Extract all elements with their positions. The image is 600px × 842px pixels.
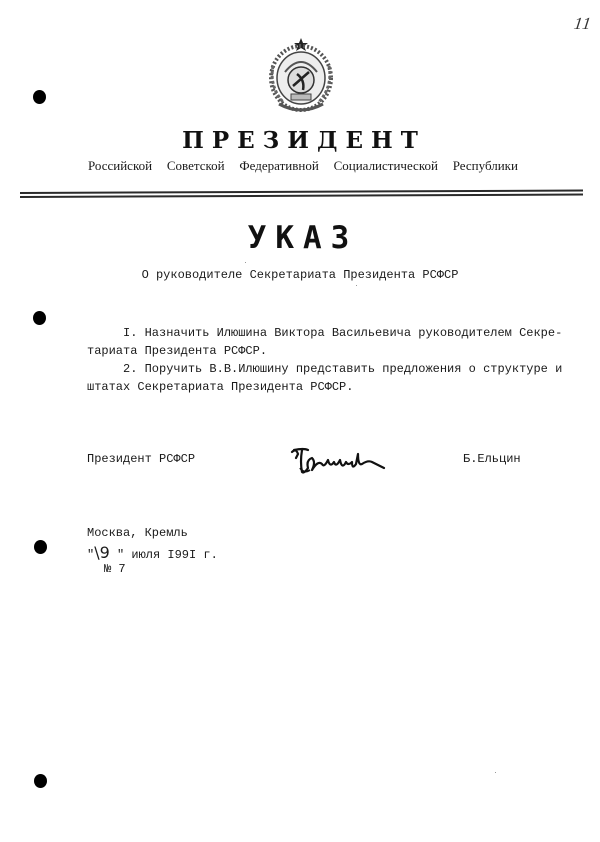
date-day: \9 xyxy=(94,543,110,562)
signatory-position: Президент РСФСР xyxy=(87,452,196,466)
decree-number: № 7 xyxy=(104,562,126,576)
decree-date xyxy=(87,543,218,562)
punch-hole xyxy=(34,774,47,788)
subtitle-word: Федеративной xyxy=(239,158,319,173)
body-line: 2. Поручить В.В.Илюшину представить предложения о структуре и xyxy=(87,362,563,376)
signatory-name: Б.Ельцин xyxy=(463,452,521,466)
date-month-year: июля I99I г. xyxy=(124,548,218,562)
body-line: I. Назначить Илюшина Виктора Васильевича руководителем Секре- xyxy=(87,326,563,340)
signature-icon xyxy=(290,446,386,476)
subtitle-word: Социалистической xyxy=(333,158,438,173)
page-number: 11 xyxy=(572,14,594,33)
date-quote: " xyxy=(109,548,125,562)
scan-speck xyxy=(495,772,496,773)
coat-of-arms-icon xyxy=(263,36,339,116)
header-title: ПРЕЗИДЕНТ xyxy=(182,127,426,154)
decree-subject: О руководителе Секретариата Президента РСФСР xyxy=(141,268,459,282)
subtitle-word: Российской xyxy=(88,158,153,173)
header-subtitle xyxy=(88,158,518,174)
place-of-signing: Москва, Кремль xyxy=(87,526,188,540)
subtitle-word: Советской xyxy=(166,158,225,173)
body-line: тариата Президента РСФСР. xyxy=(87,344,268,358)
header-rule xyxy=(20,194,583,198)
punch-hole xyxy=(33,90,46,104)
date-quote: " xyxy=(87,548,95,562)
decree-body xyxy=(87,324,572,396)
punch-hole xyxy=(34,540,47,554)
decree-title: УКАЗ xyxy=(247,220,359,256)
punch-hole xyxy=(33,311,46,325)
scan-speck xyxy=(245,262,246,263)
body-line: штатах Секретариата Президента РСФСР. xyxy=(87,380,354,394)
scan-speck xyxy=(356,285,357,286)
subtitle-word: Республики xyxy=(452,158,518,173)
